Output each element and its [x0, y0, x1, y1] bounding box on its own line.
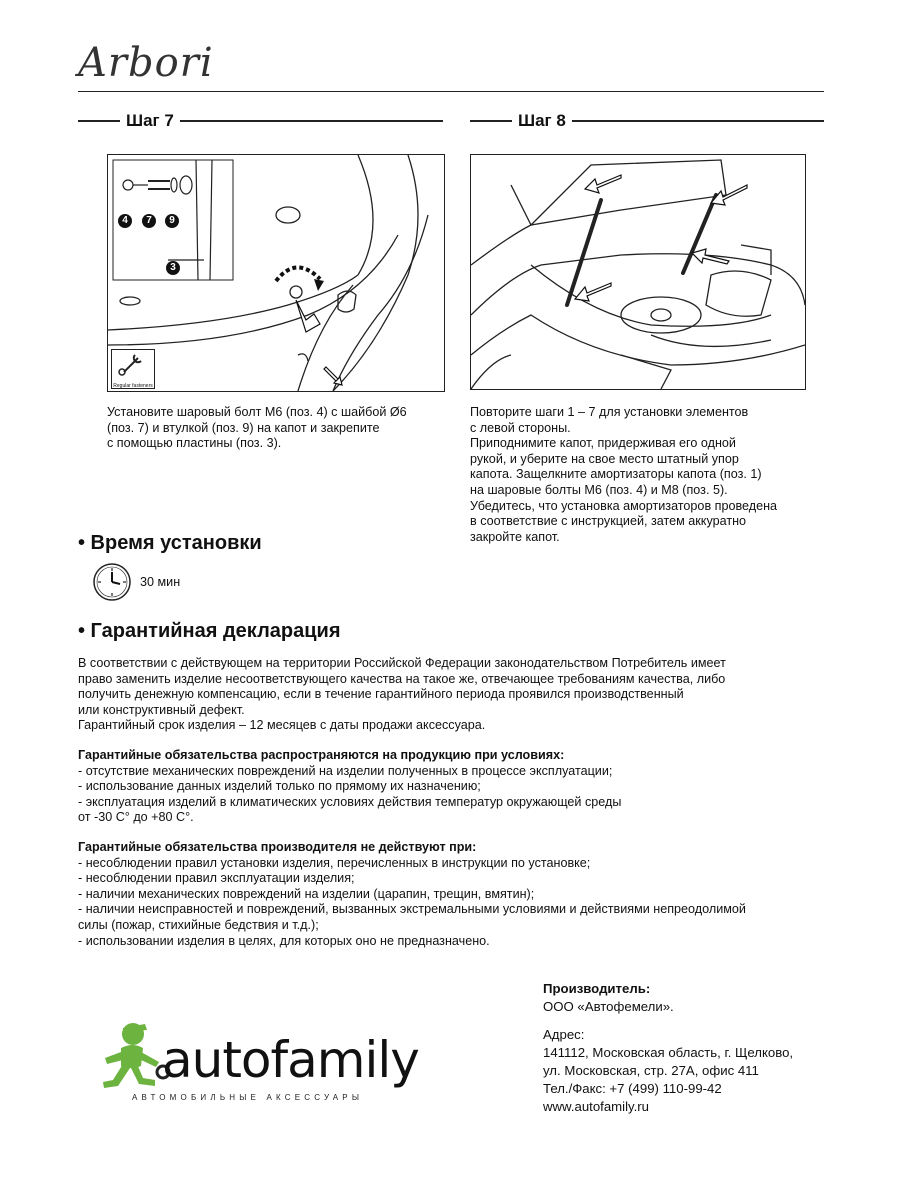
- address-line: 141112, Московская область, г. Щелково,: [543, 1045, 794, 1060]
- manufacturer-block: [543, 980, 793, 1116]
- warranty-intro: [78, 656, 726, 734]
- callout-3: 3: [166, 261, 180, 275]
- install-time-heading: • Время установки: [78, 532, 262, 554]
- autofamily-wordmark: autofamily: [162, 1031, 419, 1089]
- step8-title: Шаг 8: [518, 111, 566, 130]
- warranty-conditions: [78, 748, 621, 826]
- address-line: ул. Московская, стр. 27А, офис 411: [543, 1063, 759, 1078]
- step8-line: Убедитесь, что установка амортизаторов проведена: [470, 498, 778, 513]
- manufacturer-name: ООО «Автофемели».: [543, 999, 674, 1014]
- exclusion-item: - использовании изделия в целях, для которых оно не предназначено.: [78, 933, 490, 948]
- exclusion-item: - несоблюдении правил эксплуатации изделия;: [78, 871, 355, 886]
- step7-line: Установите шаровый болт М6 (поз. 4) с шайбой Ø6: [107, 405, 407, 419]
- step8-line: Повторите шаги 1 – 7 для установки элементов: [470, 405, 749, 419]
- callout-7: 7: [142, 214, 156, 228]
- address-line: Тел./Факс: +7 (499) 110-99-42: [543, 1081, 722, 1096]
- warranty-heading: • Гарантийная декларация: [78, 620, 341, 642]
- warranty-exclusions: [78, 840, 746, 949]
- step8-line: на шаровые болты М6 (поз. 4) и М8 (поз. 5).: [470, 482, 728, 497]
- warranty-intro-line: Гарантийный срок изделия – 12 месяцев с даты продажи аксессуара.: [78, 718, 486, 733]
- address-label: Адрес:: [543, 1027, 585, 1042]
- condition-item: - отсутствие механических повреждений на изделии полученных в процессе эксплуатации;: [78, 763, 613, 778]
- arbori-logo: Arbori: [78, 40, 214, 86]
- exclusion-item: - несоблюдении правил установки изделия, перечисленных в инструкции по установке;: [78, 855, 591, 870]
- warranty-intro-line: В соответствии с действующем на территории Российской Федерации законодательством Потребитель имеет: [78, 656, 726, 670]
- fastener-badge: [111, 349, 155, 389]
- step8-instructions: [470, 405, 777, 545]
- car-open-hood-illustration: [471, 155, 805, 389]
- step8-heading: [470, 110, 824, 132]
- exclusions-title: Гарантийные обязательства производителя не действуют при:: [78, 840, 477, 854]
- step7-line: с помощью пластины (поз. 3).: [107, 436, 282, 451]
- autofamily-tagline: АВТОМОБИЛЬНЫЕ АКСЕССУАРЫ: [132, 1093, 364, 1102]
- wrench-icon: [112, 350, 154, 378]
- step7-instructions: [107, 405, 407, 452]
- step7-figure: [107, 154, 445, 392]
- condition-item: - эксплуатация изделий в климатических условиях действия температур окружающей среды: [78, 794, 622, 809]
- step8-line: рукой, и уберите на свое место штатный упор: [470, 451, 739, 466]
- conditions-title: Гарантийные обязательства распространяются на продукцию при условиях:: [78, 748, 565, 762]
- fastener-label: Regular fasteners: [113, 383, 153, 389]
- step8-line: Приподнимите капот, придерживая его одной: [470, 436, 736, 451]
- condition-item: - использование данных изделий только по прямому их назначению;: [78, 779, 481, 794]
- step8-line: в соответствие с инструкцией, затем аккуратно: [470, 514, 747, 529]
- header-rule: [78, 91, 824, 92]
- warranty-intro-line: получить денежную компенсацию, если в течение гарантийного периода проявился производственный: [78, 687, 684, 702]
- exclusion-item: силы (пожар, стихийные бедствия и т.д.);: [78, 917, 319, 932]
- step8-line: закройте капот.: [470, 529, 560, 544]
- step7-line: (поз. 7) и втулкой (поз. 9) на капот и закрепите: [107, 420, 380, 435]
- step8-line: с левой стороны.: [470, 420, 571, 435]
- install-time-value: 30 мин: [140, 575, 181, 589]
- manufacturer-title: Производитель:: [543, 981, 651, 996]
- hood-underside-illustration: [108, 155, 444, 391]
- exclusion-item: - наличии механических повреждений на изделии (царапин, трещин, вмятин);: [78, 886, 535, 901]
- clock-icon: [92, 562, 132, 607]
- step7-heading: [78, 110, 443, 132]
- exclusion-item: - наличии неисправностей и повреждений, вызванных экстремальными условиями и действиями непреодолимой: [78, 902, 746, 917]
- callout-4: 4: [118, 214, 132, 228]
- warranty-intro-line: или конструктивный дефект.: [78, 702, 245, 717]
- callout-9: 9: [165, 214, 179, 228]
- step7-title: Шаг 7: [126, 111, 174, 130]
- step8-line: капота. Защелкните амортизаторы капота (поз. 1): [470, 467, 762, 482]
- condition-item: от -30 С° до +80 С°.: [78, 810, 194, 825]
- warranty-intro-line: право заменить изделие несоответствующего качества на такое же, отвечающее требованиям качества, либо: [78, 671, 726, 686]
- step8-figure: [470, 154, 806, 390]
- website-link[interactable]: www.autofamily.ru: [543, 1099, 650, 1114]
